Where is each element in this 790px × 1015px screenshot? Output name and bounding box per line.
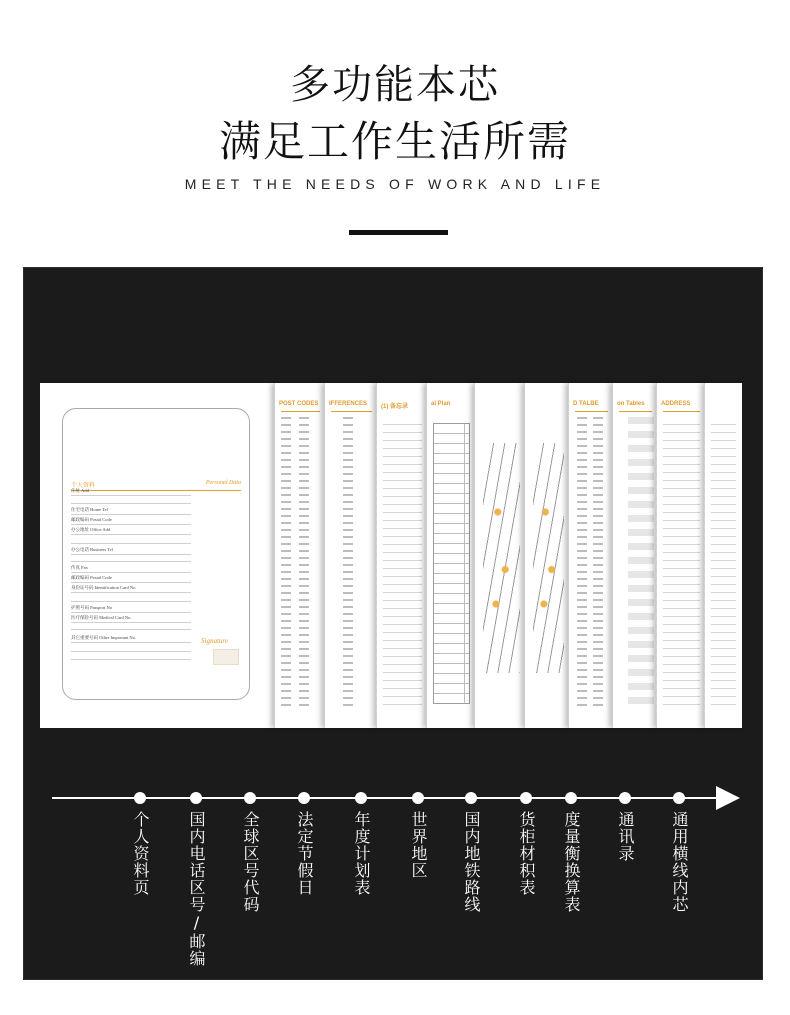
headline-secondary: 满足工作生活所需 (218, 117, 571, 166)
arrow-right-icon (716, 786, 740, 810)
table-column (593, 417, 603, 710)
page-header: on Tables (617, 401, 645, 407)
label-world-regions: 世界地区 (409, 811, 428, 879)
page-header-rule (619, 411, 652, 412)
annual-plan-page (426, 383, 476, 728)
field-business-tel: 办公电话 Business Tel (71, 547, 191, 555)
label-address-book: 通讯录 (616, 811, 635, 862)
container-table-page (568, 383, 614, 728)
post-codes-page (274, 383, 326, 728)
timeline-dot (244, 792, 256, 804)
timeline-dot (465, 792, 477, 804)
label-holidays: 法定节假日 (295, 811, 314, 896)
field-rule (71, 651, 191, 652)
value-column (343, 417, 353, 710)
label-metro-lines: 国内地铁路线 (462, 811, 481, 913)
page-header: D TALBE (573, 401, 599, 407)
field-id-card: 身份证号码 Identification Card No. (71, 585, 191, 593)
headline-primary: 多功能本芯 (290, 62, 500, 108)
field-postal-code: 邮政编码 Postal Code (71, 517, 191, 525)
label-personal-data: 个人资料页 (131, 811, 150, 896)
title-divider (349, 230, 448, 235)
personal-data-page (40, 383, 280, 728)
field-rule (71, 503, 191, 504)
field-address: 住址 Add (71, 488, 191, 496)
insert-pages-panel (23, 267, 763, 980)
personal-data-card (62, 408, 250, 700)
table-stripes (628, 417, 654, 710)
world-map-page (474, 383, 526, 728)
field-rule (71, 629, 191, 630)
field-rule (71, 561, 191, 562)
timeline-dot (412, 792, 424, 804)
field-medical-card: 医疗保险号码 Medical Card No. (71, 615, 191, 623)
page-header: POST CODES (279, 401, 319, 407)
stamp-block (213, 649, 239, 665)
field-rule (71, 659, 191, 660)
field-postal-code-2: 邮政编码 Postal Code (71, 575, 191, 583)
memo-page (376, 383, 428, 728)
timeline-dot (190, 792, 202, 804)
page-header-rule (281, 411, 320, 412)
field-other-number: 其它重要号码 Other Important No. (71, 635, 191, 643)
page-header: (1) 备忘录 (381, 404, 409, 410)
timeline-dot (565, 792, 577, 804)
field-fax: 传真 Fax (71, 565, 191, 573)
lined-page (704, 383, 742, 728)
timeline-dot (134, 792, 146, 804)
label-unit-conversion: 度量衡换算表 (562, 811, 581, 913)
personal-data-title: 个人资料 (71, 482, 96, 489)
page-header-rule (663, 411, 700, 412)
page-stack (40, 383, 742, 728)
page-header-rule (575, 411, 608, 412)
field-office-address: 办公地址 Office Add (71, 527, 191, 535)
metro-map-page (524, 383, 570, 728)
label-lined-pages: 通用横线内芯 (670, 811, 689, 913)
label-annual-plan: 年度计划表 (352, 811, 371, 896)
ruled-lines (383, 417, 422, 710)
code-column (281, 417, 291, 710)
ruled-lines (711, 417, 736, 710)
field-passport: 护照号码 Passport No (71, 605, 191, 613)
page-header: IFFERENCES (329, 401, 368, 407)
signature-mark: Signature (201, 637, 228, 645)
timeline-dot (355, 792, 367, 804)
timeline-dot (520, 792, 532, 804)
ruled-lines (663, 417, 700, 710)
field-home-tel: 住宅电话 Home Tel (71, 507, 191, 515)
map-illustration (483, 443, 520, 673)
personal-data-title-en: Personal Data (205, 480, 241, 486)
label-container-volume: 货柜材积表 (517, 811, 536, 896)
metro-illustration (533, 443, 564, 673)
page-header: al Plan (431, 401, 451, 407)
timeline-dot (298, 792, 310, 804)
address-book-page (656, 383, 706, 728)
page-header-rule (331, 411, 372, 412)
timeline-dot (673, 792, 685, 804)
field-rule (71, 601, 191, 602)
conversion-table-page (612, 383, 658, 728)
plan-grid (433, 423, 470, 704)
code-column (299, 417, 309, 710)
label-area-codes: 国内电话区号/邮编 (187, 811, 206, 967)
field-rule (71, 543, 191, 544)
label-global-codes: 全球区号代码 (241, 811, 260, 913)
headline-subtitle: MEET THE NEEDS OF WORK AND LIFE (184, 176, 606, 192)
timeline-dot (619, 792, 631, 804)
page-header: ADDRESS (661, 401, 691, 407)
table-column (577, 417, 587, 710)
time-difference-page (324, 383, 378, 728)
